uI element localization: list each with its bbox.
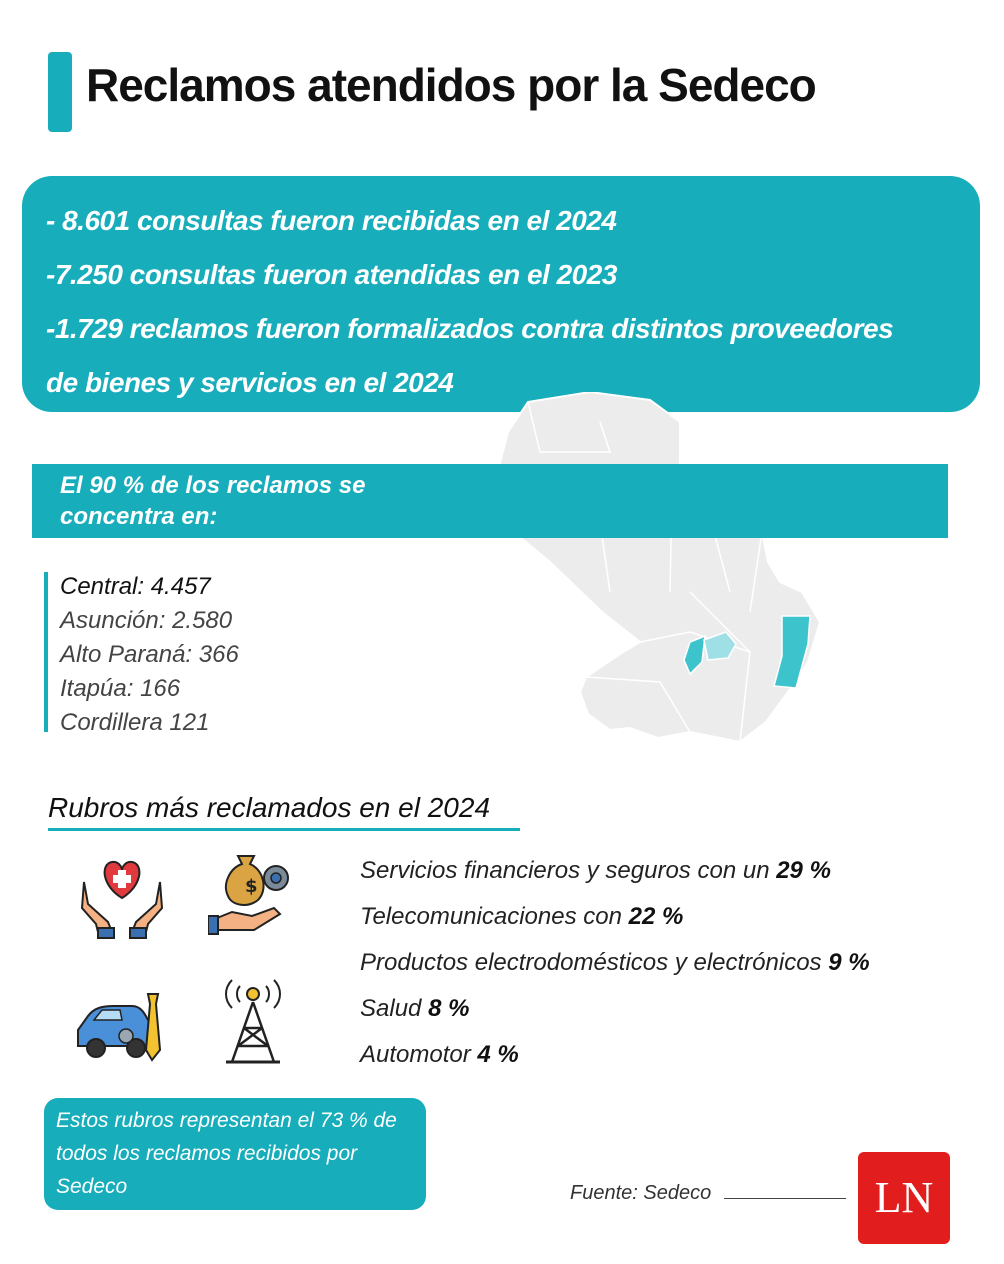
rubro-item: Servicios financieros y seguros con un 29 % <box>360 857 831 884</box>
source-label: Fuente: Sedeco <box>570 1182 712 1204</box>
concentration-line: concentra en: <box>60 503 218 530</box>
health-hands-icon <box>78 852 166 940</box>
car-repair-icon <box>74 990 170 1064</box>
department-item: Central: 4.457 <box>60 573 211 600</box>
department-item: Asunción: 2.580 <box>60 607 233 634</box>
stat-line: -7.250 consultas fueron atendidas en el 2023 <box>46 259 617 290</box>
rubros-title: Rubros más reclamados en el 2024 <box>48 792 491 823</box>
svg-text:$: $ <box>245 876 258 897</box>
rubros-underline <box>48 828 520 831</box>
source-divider <box>724 1198 846 1199</box>
rubro-item: Telecomunicaciones con 22 % <box>360 903 684 930</box>
note-box <box>44 1098 426 1210</box>
department-item: Itapúa: 166 <box>60 675 181 702</box>
ln-logo: LN <box>858 1152 950 1244</box>
department-item: Alto Paraná: 366 <box>60 641 239 668</box>
rubro-item: Productos electrodomésticos y electrónicos 9 % <box>360 949 870 976</box>
concentration-line: El 90 % de los reclamos se <box>60 472 366 499</box>
note-line: Estos rubros representan el 73 % de <box>56 1109 397 1132</box>
stat-line: de bienes y servicios en el 2024 <box>46 367 454 398</box>
rubro-item: Salud 8 % <box>360 995 470 1022</box>
concentration-text <box>60 470 440 532</box>
paraguay-map <box>490 392 830 752</box>
rubro-item: Automotor 4 % <box>360 1041 519 1068</box>
departments-accent-bar <box>44 572 48 732</box>
telecom-tower-icon <box>220 976 286 1066</box>
departments-list <box>60 570 239 740</box>
note-line: todos los reclamos recibidos por <box>56 1142 358 1165</box>
stats-box <box>22 176 980 412</box>
page-title: Reclamos atendidos por la Sedeco <box>86 59 816 111</box>
stat-line: -1.729 reclamos fueron formalizados contra distintos proveedores <box>46 313 894 344</box>
rubros-list <box>360 848 870 1078</box>
finance-money-icon <box>208 850 300 938</box>
stat-line: - 8.601 consultas fueron recibidas en el 2024 <box>46 205 617 236</box>
title-accent-bar <box>48 52 72 132</box>
note-line: Sedeco <box>56 1175 128 1198</box>
department-item: Cordillera 121 <box>60 709 210 736</box>
map-outline <box>495 392 820 742</box>
